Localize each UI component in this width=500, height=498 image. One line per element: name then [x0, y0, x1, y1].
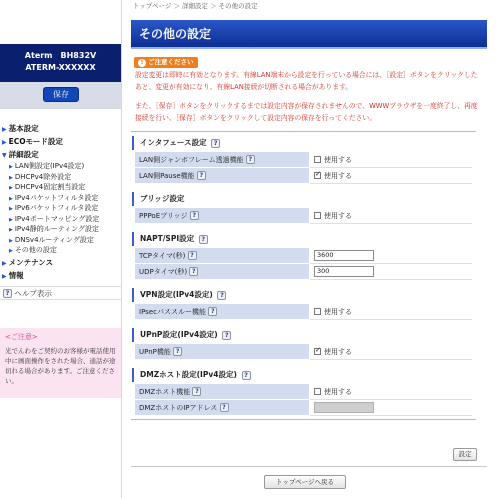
section-label: NAPT/SPI設定	[140, 234, 195, 243]
section-title-dmz	[132, 368, 476, 382]
triangle-right-icon: ▶	[9, 227, 13, 233]
table-row	[135, 152, 472, 168]
menu-label: DHCPv4除外設定	[14, 172, 72, 181]
checkbox-label: 使用する	[324, 155, 352, 164]
menu-maintenance[interactable]	[0, 256, 121, 269]
checkbox-label: 使用する	[324, 211, 352, 220]
ipsec-passthrough-checkbox[interactable]	[314, 308, 321, 315]
udp-timer-input[interactable]: 300	[314, 266, 374, 277]
question-icon[interactable]: ?	[208, 307, 217, 316]
menu-basic-settings[interactable]	[0, 122, 121, 135]
triangle-right-icon: ▶	[9, 164, 13, 170]
warning-text-2: また、［保存］ボタンをクリックするまでは設定内容が保存されませんので、WWWブラウザを一度終了し、再度接続を行い、［保存］ボタンをクリックして設定内容の保存を行ってください。	[135, 102, 478, 122]
serial-name: ATERM-XXXXXX	[25, 63, 96, 72]
row-value	[310, 344, 472, 360]
exclamation-icon: !	[138, 59, 146, 67]
row-label-text: TCPタイマ(秒)	[139, 251, 186, 260]
section-label: UPnP設定(IPv4設定)	[140, 330, 218, 339]
save-zone	[0, 82, 121, 109]
menu-label: IPv4静的ルーティング設定	[14, 225, 100, 233]
page-title: その他の設定	[131, 20, 487, 49]
menu-dnsv4-routing[interactable]	[0, 235, 121, 246]
section-gap	[131, 184, 476, 192]
triangle-right-icon: ▶	[2, 272, 7, 280]
jumbo-frame-checkbox[interactable]	[314, 156, 321, 163]
table-row	[135, 264, 472, 280]
tcp-timer-input[interactable]: 3600	[314, 250, 374, 261]
triangle-right-icon: ▶	[9, 206, 13, 212]
section-gap	[131, 280, 476, 288]
help-label: ヘルプ表示	[14, 288, 52, 298]
triangle-right-icon: ▶	[9, 248, 13, 254]
triangle-right-icon: ▶	[9, 185, 13, 191]
question-icon[interactable]: ?	[242, 371, 251, 380]
row-label-text: LAN側Pause機能	[139, 171, 195, 180]
caution-box	[0, 328, 121, 398]
back-to-top-button[interactable]: トップページへ戻る	[264, 475, 346, 489]
row-value	[310, 248, 472, 264]
menu-ipv4-port-mapping[interactable]	[0, 214, 121, 225]
question-icon[interactable]: ?	[188, 251, 197, 260]
dmz-host-checkbox[interactable]	[314, 388, 321, 395]
section-gap	[131, 224, 476, 232]
checkbox-label: 使用する	[324, 171, 352, 180]
upnp-checkbox[interactable]	[314, 348, 321, 355]
menu-label: IPv6パケットフィルタ設定	[14, 204, 99, 212]
sidebar-menu	[0, 109, 121, 282]
question-icon[interactable]: ?	[189, 267, 198, 276]
section-title-napt	[132, 232, 476, 246]
menu-information[interactable]	[0, 269, 121, 282]
section-label: VPN設定(IPv4設定)	[140, 290, 213, 299]
napt-table	[134, 247, 472, 280]
section-title-bridge	[132, 192, 476, 206]
question-icon[interactable]: ?	[190, 211, 199, 220]
section-label: インタフェース設定	[140, 138, 207, 147]
table-row	[135, 400, 472, 416]
dmz-ip-input[interactable]	[314, 402, 374, 413]
row-label	[135, 384, 310, 400]
question-icon: ?	[3, 289, 12, 298]
row-label-text: DMZホスト機能	[139, 387, 191, 396]
menu-dhcpv4-exclude[interactable]	[0, 172, 121, 183]
menu-eco-mode[interactable]	[0, 135, 121, 148]
sidebar	[0, 0, 122, 498]
row-label	[135, 248, 310, 264]
row-value	[310, 208, 472, 224]
brand-block	[0, 44, 121, 82]
question-icon[interactable]: ?	[217, 291, 226, 300]
help-display-link[interactable]	[0, 286, 121, 300]
question-icon[interactable]: ?	[246, 155, 255, 164]
triangle-right-icon: ▶	[9, 174, 13, 181]
row-label	[135, 400, 310, 416]
checkbox-label: 使用する	[324, 387, 352, 396]
menu-label: LAN側設定(IPv4設定)	[14, 162, 85, 170]
row-value	[310, 264, 472, 280]
main-content	[131, 0, 487, 486]
bridge-table	[134, 207, 472, 224]
row-label-text: DMZホストのIPアドレス	[139, 403, 218, 412]
section-title-interface	[132, 136, 476, 150]
section-label: DMZホスト設定(IPv4設定)	[140, 370, 237, 379]
triangle-right-icon: ▶	[9, 237, 13, 244]
table-row	[135, 384, 472, 400]
upnp-table	[134, 343, 472, 360]
caution-text: 光でんわをご契約のお客様が電話使用中に画面操作をされた場合、通話が途切れる場合があります。ご注意ください。	[5, 347, 116, 385]
menu-label: メンテナンス	[8, 257, 54, 267]
row-value	[310, 304, 472, 320]
row-label	[135, 152, 310, 168]
table-row	[135, 208, 472, 224]
model-name: Aterm BH832V	[24, 51, 97, 60]
warning-text-1: 設定変更は即時に有効となります。有線LAN端末から設定を行っている場合には、［設定］ボタンをクリックしたあと、変更が有効になり、有線LAN接続が切断される場合があります。	[135, 71, 478, 91]
menu-ipv6-packet-filter[interactable]	[0, 203, 121, 214]
interface-table	[134, 151, 472, 184]
menu-lan-ipv4[interactable]	[0, 161, 121, 172]
menu-other-settings[interactable]	[0, 245, 121, 256]
caution-badge-label: ご注意ください	[148, 58, 194, 66]
vpn-table	[134, 303, 472, 320]
triangle-down-icon: ▼	[2, 152, 7, 159]
question-icon[interactable]: ?	[211, 139, 220, 148]
table-row	[135, 248, 472, 264]
table-row	[135, 344, 472, 360]
save-button[interactable]: 保存	[43, 87, 79, 102]
row-value	[310, 400, 472, 416]
row-label-text: PPPoEブリッジ	[139, 211, 188, 220]
row-value	[310, 152, 472, 168]
checkbox-label: 使用する	[324, 347, 352, 356]
table-row	[135, 304, 472, 320]
caution-badge	[134, 57, 198, 68]
row-label	[135, 208, 310, 224]
menu-label: その他の設定	[14, 246, 57, 254]
table-row	[135, 168, 472, 184]
question-icon[interactable]: ?	[173, 347, 182, 356]
section-title-vpn	[132, 288, 476, 302]
triangle-right-icon: ▶	[9, 195, 13, 202]
triangle-right-icon: ▶	[2, 139, 7, 146]
sidebar-top-spacer	[0, 0, 121, 44]
section-title-upnp	[132, 328, 476, 342]
question-icon[interactable]: ?	[220, 403, 229, 412]
section-gap	[131, 320, 476, 328]
section-gap	[131, 360, 476, 368]
breadcrumb: トップページ ＞ 詳細設定 ＞ その他の設定	[133, 2, 258, 10]
menu-label: ECOモード設定	[8, 137, 63, 146]
triangle-right-icon: ▶	[2, 126, 7, 133]
menu-dhcpv4-fixed[interactable]	[0, 182, 121, 193]
dmz-table	[134, 383, 472, 416]
pppoe-bridge-checkbox[interactable]	[314, 212, 321, 219]
row-label	[135, 344, 310, 360]
menu-advanced-settings[interactable]	[0, 148, 121, 161]
menu-label: DNSv4ルーティング設定	[14, 235, 94, 244]
set-button[interactable]: 設定	[453, 448, 477, 461]
pause-checkbox[interactable]	[314, 172, 321, 179]
menu-label: 詳細設定	[8, 150, 39, 159]
divider	[131, 466, 487, 467]
row-value	[310, 168, 472, 184]
row-label-text: IPsecパススルー機能	[139, 307, 206, 316]
row-label-text: UDPタイマ(秒)	[139, 267, 188, 276]
menu-label: 基本設定	[8, 124, 39, 133]
row-label-text: LAN側ジャンボフレーム透過機能	[139, 155, 244, 164]
menu-label: IPv4ポートマッピング設定	[14, 214, 100, 223]
question-icon[interactable]: ?	[192, 387, 201, 396]
section-label: ブリッジ設定	[140, 194, 185, 203]
menu-label: DHCPv4固定割当設定	[14, 183, 86, 191]
row-label	[135, 168, 310, 184]
caution-title: <ご注意>	[5, 333, 38, 341]
menu-ipv4-static-routing[interactable]	[0, 224, 121, 235]
menu-ipv4-packet-filter[interactable]	[0, 193, 121, 204]
question-icon[interactable]: ?	[197, 171, 206, 180]
row-label	[135, 304, 310, 320]
checkbox-label: 使用する	[324, 307, 352, 316]
triangle-right-icon: ▶	[9, 216, 13, 223]
row-label	[135, 264, 310, 280]
question-icon[interactable]: ?	[199, 235, 208, 244]
settings-panel	[131, 131, 476, 420]
triangle-right-icon: ▶	[2, 259, 7, 267]
menu-label: IPv4パケットフィルタ設定	[14, 193, 99, 202]
row-label-text: UPnP機能	[139, 347, 171, 356]
row-value	[310, 384, 472, 400]
menu-label: 情報	[8, 270, 24, 280]
question-icon[interactable]: ?	[222, 331, 231, 340]
